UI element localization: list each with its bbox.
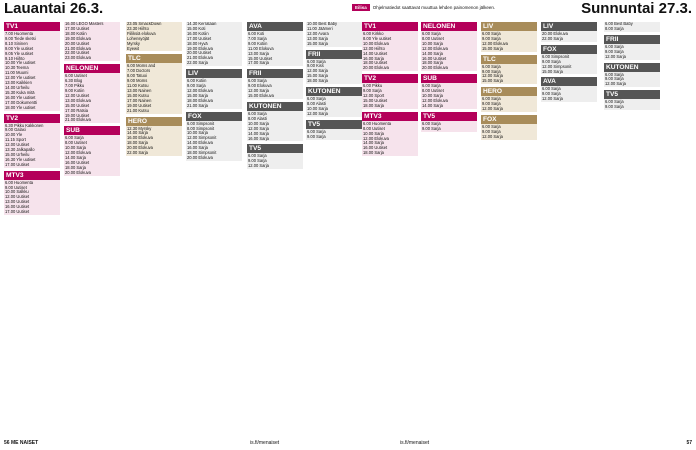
- channel-name: FOX: [481, 115, 537, 124]
- program-line: 6.00 Sarja: [307, 96, 326, 102]
- channel-block: [362, 112, 418, 156]
- program-line: 6.00 Best Baby: [605, 22, 633, 26]
- channel-name: FRII: [247, 69, 303, 78]
- program-line: 20.00 Elokuva: [187, 154, 213, 160]
- channel-block: [4, 171, 60, 215]
- program-line: 9.00 Kotiin: [65, 87, 85, 93]
- program-line: 12.00 Simpsonit: [542, 63, 572, 69]
- program-line: 17.00 Sarja: [248, 60, 269, 66]
- channel-name: NELONEN: [64, 64, 120, 73]
- channel-block: [604, 90, 660, 110]
- program-line: 9.00 Sarja: [422, 125, 441, 131]
- program-line: 15.00 Koti: [187, 25, 206, 31]
- program-line: 14.00 Urheilu: [5, 84, 30, 90]
- channel-name: AVA: [541, 77, 597, 86]
- program-line: 12.00 Sarja: [542, 96, 563, 102]
- channel-block: [186, 112, 242, 161]
- program-line: 7.00 Sarja: [248, 35, 267, 41]
- channel-block: [481, 22, 537, 52]
- program-line: 8.00 Yle uutiset: [363, 35, 392, 41]
- program-line: 16.00 Uutiset: [5, 204, 30, 210]
- program-line: 6.00 Sarja: [248, 78, 267, 84]
- channel-name: FRII: [306, 50, 362, 59]
- program-line: 19.00 Elokuva: [187, 45, 213, 51]
- channel-name: MTV3: [362, 112, 418, 121]
- column-10: [604, 22, 660, 436]
- channel-block: [306, 50, 362, 85]
- program-line: 6.00 Sarja: [482, 123, 501, 129]
- column-7: [421, 22, 477, 436]
- channel-block: [362, 22, 418, 71]
- program-line: 18.00 Hyvä: [187, 40, 208, 46]
- program-line: 9.05 Yle uutiset: [5, 50, 34, 56]
- program-line: 6.00 Huomenta: [363, 120, 391, 126]
- program-line: 6.30 Pikku Kakkonen: [5, 122, 44, 128]
- channel-name: TV1: [362, 22, 418, 31]
- program-line: 10.00 Best Baby: [307, 22, 338, 26]
- program-line: 9.00 Elokuva: [248, 83, 272, 89]
- program-line: 12.00 Elokuva: [482, 40, 508, 46]
- channel-block: [186, 22, 242, 66]
- program-line: 16.00 Uutiset: [422, 55, 447, 61]
- program-line: 8.10 Sininen: [5, 40, 28, 46]
- program-line: 10.00 Salkku: [5, 189, 29, 195]
- channel-name: TLC: [481, 55, 537, 64]
- program-line: 10.30 Teema: [5, 65, 29, 71]
- channel-name: TV2: [362, 74, 418, 83]
- column-5: [306, 22, 362, 436]
- program-line: 10.00 Sarja: [422, 40, 443, 46]
- program-line: 15.00 Uutiset: [363, 97, 388, 103]
- program-line: 15.00 Uutiset: [65, 102, 90, 108]
- program-line: 16.00 Yle uutiset: [5, 94, 36, 100]
- program-line: Lohensyöjät: [127, 35, 150, 41]
- program-line: 6.00 Koti: [248, 31, 265, 36]
- program-line: 9.00 Sarja: [605, 48, 624, 54]
- program-line: 6.00 Sarja: [542, 86, 561, 92]
- page-footer: [0, 438, 696, 450]
- program-line: 15.00 Sarja: [482, 45, 503, 51]
- program-line: 8.00 Uutiset: [363, 125, 385, 131]
- program-line: 19.00 Uutiset: [127, 102, 152, 108]
- column-4: [247, 22, 303, 436]
- program-line: 18.00 Sarja: [363, 150, 384, 156]
- program-line: 6.00 Pikku: [363, 83, 383, 89]
- channel-name: KUTONEN: [306, 87, 362, 96]
- program-line: 9.00 Sarja: [248, 158, 267, 164]
- program-line: 7.00 Pikku: [65, 83, 85, 89]
- program-line: 15.00 Urheilu: [5, 151, 30, 157]
- program-line: 16.00 Sarja: [187, 145, 208, 151]
- program-line: 6.30 Blog: [65, 78, 83, 84]
- channel-name: TV5: [421, 112, 477, 121]
- program-line: 6.00 Simpsonit: [542, 53, 570, 59]
- program-line: 9.00 Sarja: [482, 128, 501, 134]
- program-line: 22.00 Sarja: [542, 35, 563, 41]
- page-header: [0, 0, 696, 20]
- program-line: 19.00 Elokuva: [65, 35, 91, 41]
- program-line: 14.00 Sarja: [422, 50, 443, 56]
- program-line: 23.05 SmackDown: [127, 22, 162, 26]
- program-line: 15.00 Elokuva: [248, 93, 274, 99]
- program-line: 8.00 Uutiset: [422, 35, 444, 41]
- program-line: 6.00 Sarja: [605, 71, 624, 77]
- channel-block: [541, 22, 597, 42]
- program-line: 10.00 Sarja: [65, 145, 86, 151]
- channel-name: SUB: [421, 74, 477, 83]
- channel-block: [4, 22, 60, 111]
- program-line: 23.00 Elokuva: [65, 55, 91, 61]
- channel-block: [126, 22, 182, 51]
- program-line: 12.00 Uutiset: [65, 92, 90, 98]
- program-line: 12.00 Sarja: [605, 53, 626, 59]
- program-line: 6.00 Sarja: [248, 110, 267, 116]
- program-line: 6.00 Kotiin: [187, 78, 207, 84]
- channel-block: [421, 112, 477, 132]
- footer-url-right: is.fi/menaiset: [400, 440, 430, 446]
- channel-block: [362, 74, 418, 109]
- channel-block: [64, 64, 120, 123]
- program-line: 6.00 Simpsonit: [187, 120, 215, 126]
- program-line: 16.00 Kotiin: [187, 30, 209, 36]
- program-line: 6.00 Sarja: [65, 135, 84, 141]
- channel-name: TV5: [247, 144, 303, 153]
- column-1: [64, 22, 120, 436]
- program-line: 9.00 Yle uutiset: [5, 45, 34, 51]
- program-line: 15.00 Sarja: [187, 92, 208, 98]
- program-line: 16.00 Elokuva: [127, 135, 153, 141]
- program-line: 11.00 Kutsu: [127, 83, 149, 89]
- program-line: 16.00 Sarja: [248, 135, 269, 141]
- program-line: 16.00 LEGO Masters: [65, 22, 104, 26]
- program-line: 17.00 Uutiset: [5, 209, 30, 215]
- program-line: 14.00 Sarja: [363, 140, 384, 146]
- program-line: 9.00 Sarja: [187, 83, 206, 89]
- channel-block: [126, 54, 182, 113]
- program-line: 7.00 Doctors: [127, 68, 151, 74]
- program-line: 18.00 Sarja: [65, 164, 86, 170]
- program-line: 13.30 Jalkapallo: [5, 147, 35, 153]
- program-line: 6.00 Sarja: [482, 63, 501, 69]
- channel-block: [306, 120, 362, 140]
- program-line: 17.00 Nainen: [127, 97, 152, 103]
- program-line: 6.00 Sarja: [482, 96, 501, 102]
- program-line: 6.00 Sarja: [307, 58, 326, 64]
- channel-block: [604, 63, 660, 88]
- program-line: 12.00 Elokuva: [363, 135, 389, 141]
- program-line: 6.00 Sarja: [605, 99, 624, 105]
- program-line: 12.00 Elokuva: [65, 150, 91, 156]
- program-line: 9.00 Sarja: [542, 91, 561, 97]
- program-line: 8.00 Alasti: [248, 115, 267, 121]
- program-line: 10.00 Sarja: [307, 105, 328, 111]
- program-line: 12.00 Avara: [307, 30, 329, 36]
- program-line: 6.00 Sarja: [422, 120, 441, 126]
- program-line: 15.00 Sarja: [307, 40, 328, 46]
- channel-name: TV5: [306, 120, 362, 129]
- footer-right-page: 57: [686, 440, 692, 446]
- program-line: 12.00 Sarja: [482, 106, 503, 112]
- program-line: 6.00 Huomenta: [5, 179, 33, 185]
- program-line: 9.00 Moms: [127, 78, 148, 84]
- program-line: 18.00 Simpsonit: [187, 150, 217, 156]
- channel-block: [481, 115, 537, 140]
- footer-url-left: is.fi/menaiset: [250, 440, 280, 446]
- channel-name: HERO: [481, 87, 537, 96]
- program-line: 10.00 Sarja: [363, 130, 384, 136]
- channel-block: [604, 22, 660, 32]
- program-line: 12.00 Sarja: [248, 125, 269, 131]
- program-line: 6.00 Sarja: [605, 43, 624, 49]
- program-line: 15.00 Sarja: [482, 78, 503, 84]
- program-line: 9.00 Kotiin: [248, 40, 268, 46]
- channel-block: [64, 22, 120, 61]
- channel-block: [186, 69, 242, 108]
- program-line: 12.00 Yle uutiset: [5, 75, 36, 81]
- program-line: 12.00 Sarja: [307, 68, 328, 74]
- program-line: 6.00 Sarja: [307, 128, 326, 134]
- tagline: Ohjelmatiedot saattavat muuttua lehden painomenon jälkeen.: [372, 5, 496, 10]
- channel-block: [604, 35, 660, 60]
- program-line: 12.00 Sarja: [482, 73, 503, 79]
- program-line: 15.00 Sarja: [542, 68, 563, 74]
- program-line: 13.00 Kaikkien: [5, 80, 32, 86]
- program-line: 18.00 Sarja: [363, 102, 384, 108]
- program-line: 20.00 Elokuva: [65, 169, 91, 175]
- channel-name: TLC: [126, 54, 182, 63]
- channel-name: MTV3: [4, 171, 60, 180]
- channel-name: TV5: [604, 90, 660, 99]
- program-line: 18.00 Uutiset: [363, 60, 388, 66]
- program-line: 18.00 Sarja: [127, 140, 148, 146]
- program-line: 7.00 Huomenta: [5, 31, 33, 36]
- channel-name: LIV: [481, 22, 537, 31]
- channel-block: [421, 74, 477, 109]
- program-line: 16.30 Yle uutiset: [5, 156, 36, 162]
- program-line: Myrsky: [127, 40, 140, 46]
- program-line: 12.00 Elokuva: [422, 97, 448, 103]
- program-line: 9.00 Sarja: [605, 76, 624, 82]
- program-line: 10.00 Sarja: [187, 130, 208, 136]
- program-line: 9.00 Galaxi: [5, 127, 26, 133]
- channel-name: HERO: [126, 117, 182, 126]
- program-line: 12.00 Sarja: [605, 81, 626, 87]
- program-line: 18.00 Elokuva: [187, 97, 213, 103]
- channel-name: KUTONEN: [247, 102, 303, 111]
- channel-name: LIV: [541, 22, 597, 31]
- program-line: 6.00 Sarja: [422, 31, 441, 36]
- program-line: 14.00 Sarja: [422, 102, 443, 108]
- program-line: 11.00 Muumi: [5, 70, 29, 76]
- program-line: 18.00 Yle uutiset: [5, 104, 36, 110]
- program-line: 8.00 Uutiset: [65, 140, 87, 146]
- program-line: 20.00 Elokuva: [542, 31, 568, 36]
- program-line: 12.00 Uutiset: [5, 142, 30, 148]
- channel-block: [541, 45, 597, 75]
- channel-name: FRII: [604, 35, 660, 44]
- program-line: 10.00 Sarja: [422, 93, 443, 99]
- program-line: Fiiliksiä elokuva: [127, 30, 156, 36]
- program-line: 14.00 Sarja: [127, 130, 148, 136]
- channel-block: [247, 69, 303, 99]
- program-line: 11.15 Sport: [5, 137, 26, 143]
- program-line: 9.00 Sarja: [482, 101, 501, 107]
- program-line: 6.00 Uutiset: [65, 73, 87, 79]
- program-line: 14.30 Kerrataan: [187, 22, 217, 26]
- program-line: 21.00 Sarja: [187, 102, 208, 108]
- program-line: 9.00 Sarja: [363, 88, 382, 94]
- program-line: 12.00 Hiihto: [363, 45, 385, 51]
- program-line: 10.00 Elokuva: [363, 40, 389, 46]
- program-line: 16.00 Uutiset: [363, 145, 388, 151]
- footer-left: 56 ME NAISET: [4, 440, 39, 446]
- program-line: 12.00 Sport: [363, 93, 385, 99]
- header-bar: [352, 2, 552, 13]
- program-line: 14.00 Sarja: [65, 154, 86, 160]
- program-line: 20.00 Uutiset: [65, 40, 90, 46]
- program-line: 14.00 Uutiset: [363, 50, 388, 56]
- program-line: 18.00 Sarja: [307, 78, 328, 84]
- program-line: 18.00 Sarja: [422, 60, 443, 66]
- program-line: 20.00 Uutiset: [187, 50, 212, 56]
- program-line: 9.00 Sarja: [542, 58, 561, 64]
- program-line: 23.30 Hiihto: [127, 25, 149, 31]
- channel-block: [306, 22, 362, 47]
- program-line: 20.00 Elokuva: [422, 65, 448, 71]
- program-line: 8.00 Uutiset: [422, 88, 444, 94]
- column-9: [541, 22, 597, 436]
- channel-name: TV1: [4, 22, 60, 31]
- program-line: 12.00 Simpsonit: [187, 135, 217, 141]
- program-line: 17.00 Uutiset: [65, 25, 90, 31]
- program-line: 22.00 Sarja: [187, 60, 208, 66]
- program-line: 13.00 Sarja: [307, 35, 328, 41]
- program-line: 12.00 Elokuva: [187, 87, 213, 93]
- channel-block: [126, 117, 182, 156]
- program-line: 8.00 Sarja: [605, 25, 624, 31]
- channel-name: SUB: [64, 126, 120, 135]
- program-line: 13.00 Elokuva: [65, 97, 91, 103]
- channel-name: FOX: [541, 45, 597, 54]
- channel-block: [481, 87, 537, 112]
- program-line: 18.00 Kotiin: [65, 30, 87, 36]
- channel-block: [481, 55, 537, 85]
- program-line: 17.00 Ratsia: [65, 107, 88, 113]
- program-line: 10.00 Sarja: [248, 120, 269, 126]
- program-line: 21.00 Elokuva: [65, 117, 91, 123]
- program-line: 19.00 Uutiset: [65, 112, 90, 118]
- program-line: 20.00 Elokuva: [127, 145, 153, 151]
- program-line: 16.00 Sarja: [363, 55, 384, 61]
- program-line: 17.00 Uutiset: [5, 161, 30, 167]
- left-day-title: Lauantai 26.3.: [4, 0, 104, 17]
- program-line: 21.00 Kutsu: [127, 107, 149, 113]
- program-line: 21.00 Elokuva: [187, 55, 213, 61]
- program-line: 11.00 Jäämeri: [307, 25, 333, 31]
- program-line: 12.00 Uutiset: [5, 194, 30, 200]
- program-line: 9.00 Sarja: [605, 104, 624, 110]
- program-line: 9.00 Sarja: [482, 68, 501, 74]
- column-8: [481, 22, 537, 436]
- program-line: 9.00 Sarja: [482, 35, 501, 41]
- channel-name: NELONEN: [421, 22, 477, 31]
- program-line: 11.00 Elokuva: [248, 45, 274, 51]
- program-line: 14.00 Elokuva: [187, 140, 213, 146]
- channel-name: AVA: [247, 22, 303, 31]
- program-line: 6.00 Moms and: [127, 63, 156, 69]
- channel-name: TV2: [4, 114, 60, 123]
- program-line: 15.30 Kuka mitä: [5, 89, 35, 95]
- program-line: 17.00 Dokumentti: [5, 99, 38, 105]
- channel-name: FOX: [186, 112, 242, 121]
- program-line: 9.00 Tiede sketsi: [5, 35, 36, 41]
- program-line: 12.00 Elokuva: [422, 45, 448, 51]
- program-line: 16.00 Uutiset: [65, 159, 90, 165]
- program-line: 21.00 Elokuva: [65, 45, 91, 51]
- program-line: 13.00 Uutiset: [5, 199, 30, 205]
- program-line: 8.00 Alasti: [307, 100, 326, 106]
- program-line: 9.00 Sarja: [307, 133, 326, 139]
- right-day-title: Sunnuntai 27.3.: [581, 0, 692, 17]
- program-line: 12.00 Sarja: [307, 110, 328, 116]
- program-line: 6.00 Sarja: [482, 31, 501, 36]
- program-line: 9.00 Kiss: [307, 63, 324, 69]
- channel-block: [247, 22, 303, 66]
- program-line: 12.30 Myrsky: [127, 125, 152, 131]
- column-6: [362, 22, 418, 436]
- program-line: 10.00 Yle uutiset: [5, 60, 36, 66]
- program-line: 8.00 Simpsonit: [187, 125, 215, 131]
- program-line: 6.00 Sarja: [422, 83, 441, 89]
- channel-block: [4, 114, 60, 168]
- program-line: 13.00 Nainen: [127, 87, 152, 93]
- program-line: 12.00 Sarja: [248, 88, 269, 94]
- program-line: 12.00 Sarja: [482, 133, 503, 139]
- channel-block: [541, 77, 597, 102]
- program-line: 9.10 Hiihto: [5, 55, 25, 61]
- channel-name: KUTONEN: [604, 63, 660, 72]
- program-line: 10.00 Yle: [5, 132, 23, 138]
- program-line: 6.00 Sarja: [248, 153, 267, 159]
- column-2: [126, 22, 182, 436]
- program-line: 15.00 Kutsu: [127, 92, 149, 98]
- channel-block: [421, 22, 477, 71]
- column-0: [4, 22, 60, 436]
- program-line: 8.00 Tatuoi: [127, 73, 147, 79]
- program-line: 15.00 Sarja: [307, 73, 328, 79]
- program-line: 13.00 Sarja: [248, 50, 269, 56]
- program-line: 17.00 Uutiset: [187, 35, 212, 41]
- channel-block: [247, 102, 303, 141]
- brand-badge: Eilisa: [352, 4, 370, 11]
- program-line: 22.00 Sarja: [127, 150, 148, 156]
- program-line: 14.00 Sarja: [248, 130, 269, 136]
- program-line: 22.00 Uutiset: [65, 50, 90, 56]
- channel-block: [64, 126, 120, 175]
- channel-block: [306, 87, 362, 117]
- program-line: 9.00 Uutiset: [5, 184, 27, 190]
- program-line: Eyewit: [127, 45, 140, 51]
- program-line: 6.00 Kirkko: [363, 31, 384, 36]
- channel-block: [247, 144, 303, 169]
- channel-name: LIV: [186, 69, 242, 78]
- program-line: 15.00 Uutiset: [248, 55, 273, 61]
- column-3: [186, 22, 242, 436]
- program-line: 20.00 Elokuva: [363, 65, 389, 71]
- program-line: 12.00 Sarja: [248, 163, 269, 169]
